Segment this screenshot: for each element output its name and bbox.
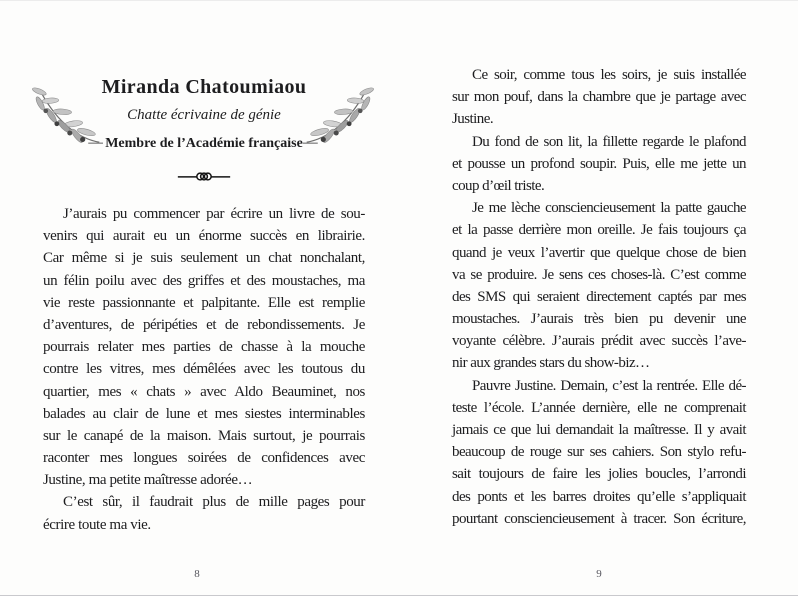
- text-line: voyante célèbre. J’aurais prédit avec succès l’ave-: [452, 333, 746, 350]
- text-line: Car même si je suis seulement un chat nonchalant,: [43, 250, 365, 267]
- text-line: nir aux grandes stars du show-biz…: [452, 355, 650, 372]
- text-line: Pauvre Justine. Demain, c’est la rentrée. Elle dé-: [472, 377, 746, 394]
- text-line: écrire toute ma vie.: [43, 516, 151, 533]
- text-line: des SMS qui seraient directement captés par mes: [452, 288, 746, 305]
- author-affiliation: Membre de l’Académie française: [105, 136, 303, 151]
- text-line: C’est sûr, il faudrait plus de mille pages pour: [63, 494, 365, 511]
- page-number-left: 8: [194, 568, 200, 580]
- author-name: Miranda Chatoumiaou: [101, 76, 307, 98]
- text-line: raconter mes longues soirées de confidences avec: [43, 450, 365, 467]
- text-line: Justine, ma petite maîtresse adorée…: [43, 472, 253, 489]
- page-right-text: [452, 64, 746, 530]
- text-line: contre les vitres, mes démêlées avec les toutous du: [43, 361, 365, 378]
- page-bottom-edge: [0, 595, 798, 601]
- text-line: beaucoup de rouge sur ses cahiers. Son stylo refu-: [452, 444, 746, 461]
- text-line: venirs qui aurait eu un énorme succès en librairie.: [43, 228, 365, 245]
- text-line: quand je veux l’avertir que quelque chose de bien: [452, 244, 746, 261]
- page-left-text: [43, 203, 365, 536]
- text-line: va se produire. Je sens ces choses-là. C’est comme: [452, 266, 746, 283]
- text-line: pourtant consciencieusement à tracer. Son écriture,: [452, 510, 746, 527]
- text-line: coup d’œil triste.: [452, 177, 545, 194]
- text-line: Justine.: [452, 111, 494, 128]
- text-line: quartier, mes « chats » avec Aldo Beauminet, nos: [43, 383, 365, 400]
- text-line: et la passe derrière mon oreille. Je fais toujours ça: [452, 222, 746, 239]
- text-line: moustaches. J’aurais très bien pu devenir une: [452, 311, 746, 328]
- text-line: d’aventures, de péripéties et de rebondissements. Je: [43, 316, 365, 333]
- text-line: pourrais relater mes parties de chasse à la mouche: [43, 339, 365, 356]
- text-line: Du fond de son lit, la fillette regarde le plafond: [472, 133, 746, 150]
- coil-flourish-divider-icon: [43, 168, 365, 190]
- text-line: Je me lèche consciencieusement la patte gauche: [472, 200, 746, 217]
- text-line: J’aurais pu commencer par écrire un livre de sou-: [63, 206, 365, 222]
- author-subtitle: Chatte écrivaine de génie: [127, 107, 281, 123]
- text-line: et pousse un profond soupir. Puis, elle me jette un: [452, 155, 746, 172]
- text-line: balades au clair de lune et mes siestes interminables: [43, 405, 365, 422]
- text-line: teste l’école. L’année dernière, elle ne comprenait: [452, 399, 746, 416]
- text-line: jamais ce que lui demandait la maîtresse. Il y avait: [452, 422, 746, 438]
- text-line: sur mon pouf, dans la chambre que je partage avec: [452, 89, 746, 106]
- text-line: sait toujours de faire les jolies boucles, l’arrondi: [452, 466, 746, 483]
- page-top-edge: [0, 0, 798, 1]
- text-line: sur le canapé de la maison. Mais surtout, je pourrais: [43, 427, 365, 444]
- text-line: Ce soir, comme tous les soirs, je suis installée: [472, 67, 746, 83]
- text-line: vie reste passionnante et palpitante. Elle est remplie: [43, 294, 365, 311]
- page-number-right: 9: [596, 568, 602, 580]
- text-line: des ponts et les barres droites qu’elle s’appliquait: [452, 488, 746, 505]
- text-line: un félin poilu avec des griffes et des moustaches, ma: [43, 272, 365, 289]
